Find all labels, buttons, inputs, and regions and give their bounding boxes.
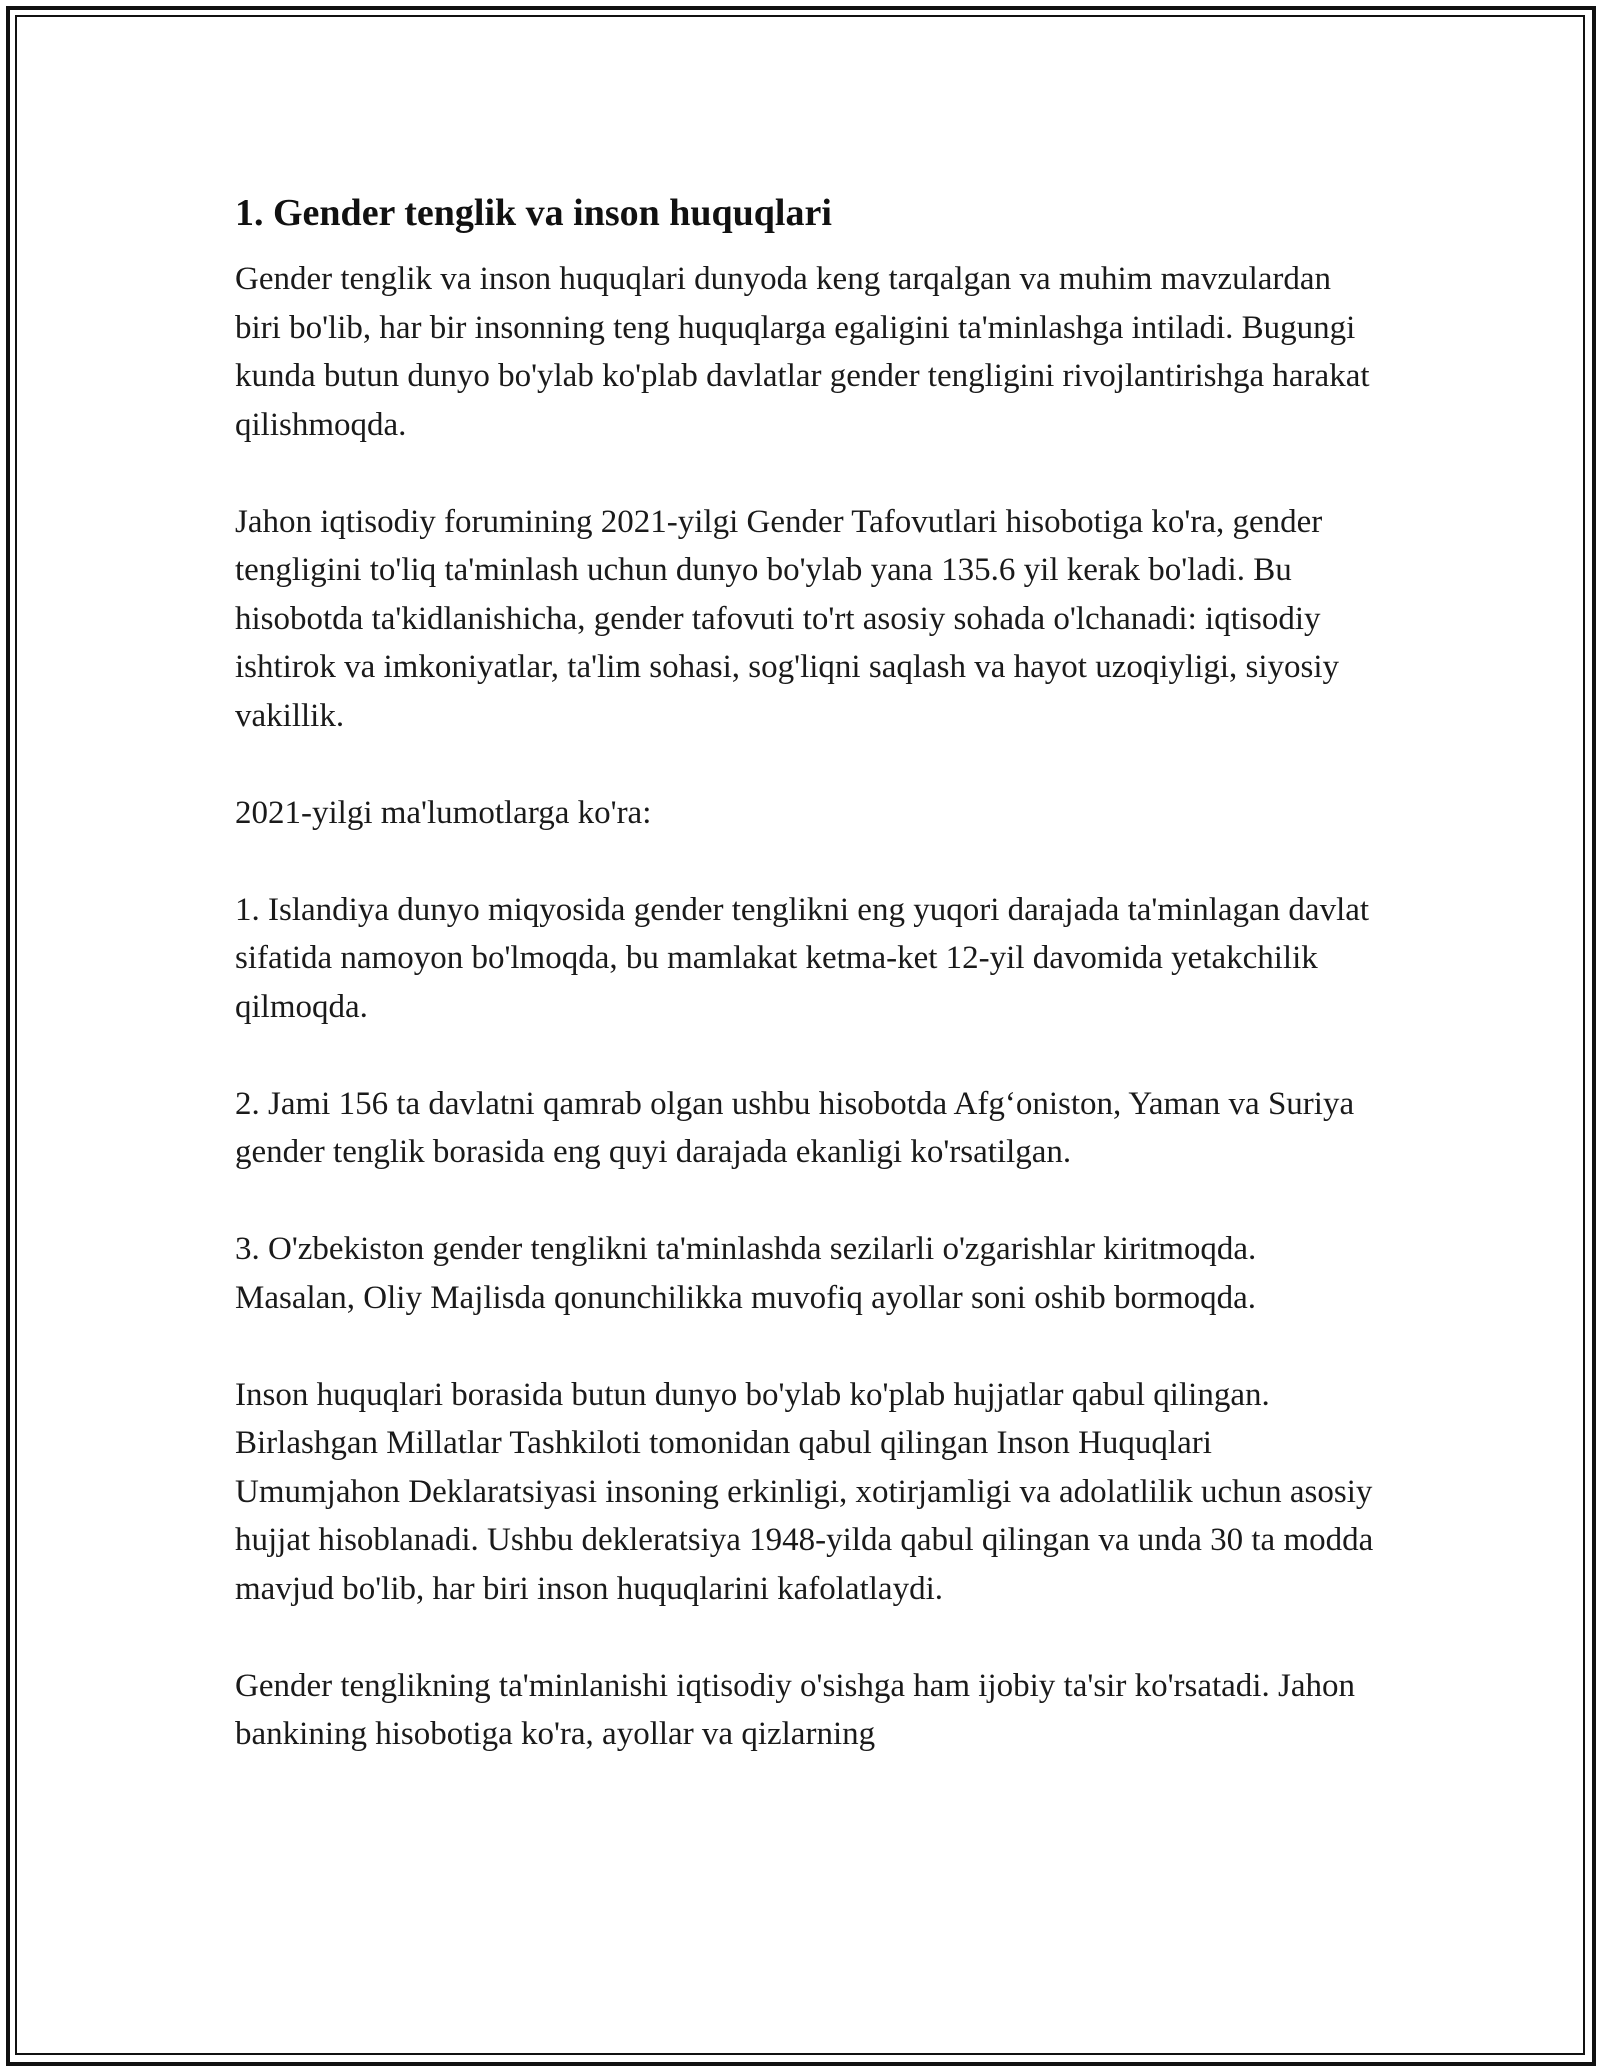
paragraph-data-intro: 2021-yilgi ma'lumotlarga ko'ra: [235,794,652,831]
section-title: 1. Gender tenglik va inson huquqlari [235,192,832,234]
paragraph-economic-growth: Gender tenglikning ta'minlanishi iqtisodiy o'sishga ham ijobiy ta'sir ko'rsatadi. Jahon bankining hisobotiga ko'ra, ayollar va qizlarning [235,1667,1355,1752]
paragraph-human-rights: Inson huquqlari borasida butun dunyo bo'ylab ko'plab hujjatlar qabul qilingan. Birlashgan Millatlar Tashkiloti tomonidan qabul qilingan Inson Huquqlari Umumjahon Deklaratsiyasi insoning erkinligi, xotirjamligi va adolatlilik uchun asosiy hujjat hisoblanadi. Ushbu dekleratsiya 1948-yilda qabul qilingan va unda 30 ta modda mavjud bo'lib, har biri inson huquqlarini kafolatlaydi. [235,1376,1374,1607]
list-item-iceland: 1. Islandiya dunyo miqyosida gender tenglikni eng yuqori darajada ta'minlagan davlat sifatida namoyon bo'lmoqda, bu mamlakat ketma-ket 12-yil davomida yetakchilik qilmoqda. [235,891,1370,1025]
list-item-lowest-countries: 2. Jami 156 ta davlatni qamrab olgan ushbu hisobotda Afg‘oniston, Yaman va Suriya gender tenglik borasida eng quyi darajada ekanligi ko'rsatilgan. [235,1085,1355,1170]
paragraph-report: Jahon iqtisodiy forumining 2021-yilgi Gender Tafovutlari hisobotiga ko'ra, gender tengligini to'liq ta'minlash uchun dunyo bo'ylab yana 135.6 yil kerak bo'ladi. Bu hisobotda ta'kidlanishicha, gender tafovuti to'rt asosiy sohada o'lchanadi: iqtisodiy ishtirok va imkoniyatlar, ta'lim sohasi, sog'liqni saqlash va hayot uzoqiyligi, siyosiy vakillik. [235,503,1340,734]
list-item-uzbekistan: 3. O'zbekiston gender tenglikni ta'minlashda sezilarli o'zgarishlar kiritmoqda. Masalan, Oliy Majlisda qonunchilikka muvofiq ayollar soni oshib bormoqda. [235,1231,1257,1316]
document-body [235,183,1375,1759]
paragraph-intro: Gender tenglik va inson huquqlari dunyoda keng tarqalgan va muhim mavzulardan biri bo'lib, har bir insonning teng huquqlarga egaligini ta'minlashga intiladi. Bugungi kunda butun dunyo bo'ylab ko'plab davlatlar gender tengligini rivojlantirishga harakat qilishmoqda. [235,261,1370,443]
